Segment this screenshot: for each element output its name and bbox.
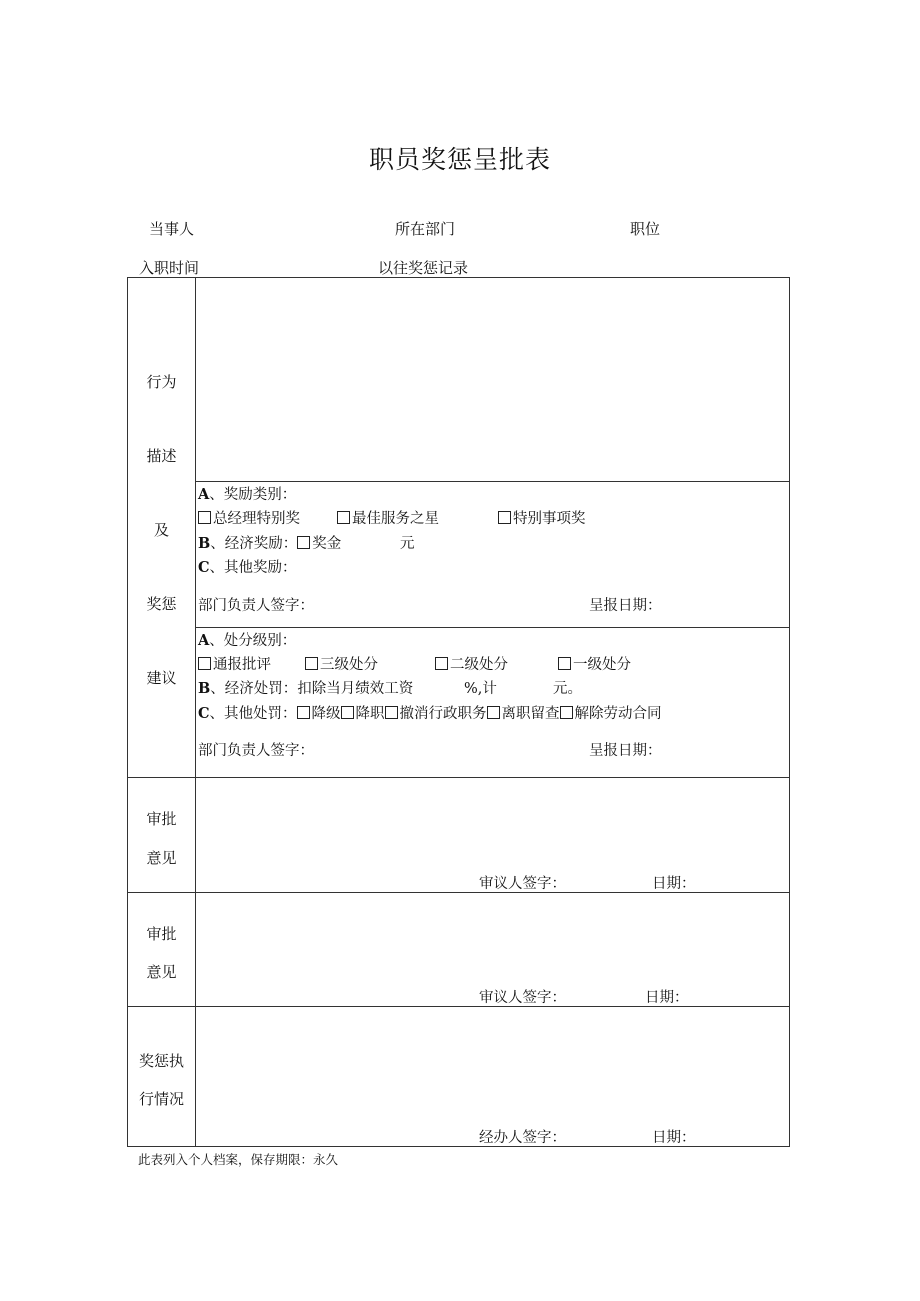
department-label: 所在部门 xyxy=(395,220,456,238)
penalty-percent-label: %,计 xyxy=(464,681,497,697)
label-approval1-2: 意见 xyxy=(146,849,177,867)
checkbox-revoke-admin-post[interactable]: 撤消行政职务 xyxy=(385,706,487,722)
reward-other-line: C、其他奖励： xyxy=(198,559,297,576)
reward-report-date: 呈报日期： xyxy=(589,598,662,614)
checkbox-icon xyxy=(487,706,500,719)
reward-option-3-wrap xyxy=(498,507,586,532)
past-records-label: 以往奖惩记录 xyxy=(378,259,469,277)
checkbox-demotion[interactable]: 降级 xyxy=(297,706,341,722)
position-label: 职位 xyxy=(630,220,661,238)
label-approval1-1: 审批 xyxy=(146,810,177,828)
approval1-reviewer-sign: 审议人签字： xyxy=(479,876,566,892)
penalty-economic-line: B、经济处罚：扣除当月绩效工资 xyxy=(198,680,414,697)
execution-date: 日期： xyxy=(652,1130,696,1146)
checkbox-best-service-star[interactable]: 最佳服务之星 xyxy=(337,511,439,527)
execution-handler-sign: 经办人签字： xyxy=(479,1130,566,1146)
label-behavior-2: 描述 xyxy=(146,447,177,465)
checkbox-circulate-criticism[interactable]: 通报批评 xyxy=(198,657,271,673)
reward-type-options xyxy=(198,507,300,532)
checkbox-gm-award[interactable]: 总经理特别奖 xyxy=(198,511,300,527)
approval2-date: 日期： xyxy=(645,990,689,1006)
checkbox-suspension-investigation[interactable]: 离职留查 xyxy=(487,706,560,722)
checkbox-icon xyxy=(198,511,211,524)
checkbox-position-downgrade[interactable]: 降职 xyxy=(341,706,385,722)
checkbox-level2-penalty[interactable]: 二级处分 xyxy=(435,657,508,673)
checkbox-icon xyxy=(498,511,511,524)
checkbox-special-award[interactable]: 特别事项奖 xyxy=(498,511,586,527)
checkbox-terminate-contract[interactable]: 解除劳动合同 xyxy=(560,706,662,722)
penalty-dept-head-sign: 部门负责人签字： xyxy=(198,743,314,759)
checkbox-icon xyxy=(198,657,211,670)
label-behavior-5: 建议 xyxy=(146,669,177,687)
checkbox-icon xyxy=(385,706,398,719)
reward-economic-line: B、经济奖励： 奖金 xyxy=(198,535,342,552)
reward-type-line: A、奖励类别： xyxy=(198,486,297,503)
approval2-reviewer-sign: 审议人签字： xyxy=(479,990,566,1006)
footer-note: 此表列入个人档案，保存期限：永久 xyxy=(138,1152,339,1167)
checkbox-icon xyxy=(558,657,571,670)
checkbox-icon xyxy=(297,706,310,719)
entry-time-label: 入职时间 xyxy=(139,259,200,277)
penalty-option-4-wrap xyxy=(558,653,631,678)
label-execution-2: 行情况 xyxy=(138,1090,184,1108)
label-execution-1: 奖惩执 xyxy=(138,1052,184,1070)
penalty-option-2-wrap xyxy=(305,653,378,678)
page-title: 职员奖惩呈批表 xyxy=(368,145,551,174)
reward-bonus-unit: 元 xyxy=(400,536,415,552)
checkbox-bonus[interactable]: 奖金 xyxy=(297,536,341,552)
party-label: 当事人 xyxy=(149,220,195,238)
behavior-description-area[interactable] xyxy=(197,279,787,479)
checkbox-level3-penalty[interactable]: 三级处分 xyxy=(305,657,378,673)
label-behavior-1: 行为 xyxy=(146,373,177,391)
checkbox-icon xyxy=(297,536,310,549)
checkbox-icon xyxy=(435,657,448,670)
checkbox-icon xyxy=(341,706,354,719)
label-approval2-1: 审批 xyxy=(146,925,177,943)
label-approval2-2: 意见 xyxy=(146,963,177,981)
penalty-option-1-wrap xyxy=(198,653,271,678)
penalty-amount-unit: 元。 xyxy=(553,681,582,697)
penalty-level-line: A、处分级别： xyxy=(198,632,297,649)
penalty-report-date: 呈报日期： xyxy=(589,743,662,759)
checkbox-level1-penalty[interactable]: 一级处分 xyxy=(558,657,631,673)
label-behavior-3: 及 xyxy=(153,521,169,539)
checkbox-icon xyxy=(305,657,318,670)
checkbox-icon xyxy=(337,511,350,524)
label-behavior-4: 奖惩 xyxy=(146,595,177,613)
penalty-other-line: C、其他处罚： 降级 降职 撤消行政职务 离职留查 解除劳动合同 xyxy=(198,705,662,722)
reward-option-2-wrap xyxy=(337,507,439,532)
reward-dept-head-sign: 部门负责人签字： xyxy=(198,598,314,614)
penalty-option-3-wrap xyxy=(435,653,508,678)
checkbox-icon xyxy=(560,706,573,719)
approval1-date: 日期： xyxy=(652,876,696,892)
